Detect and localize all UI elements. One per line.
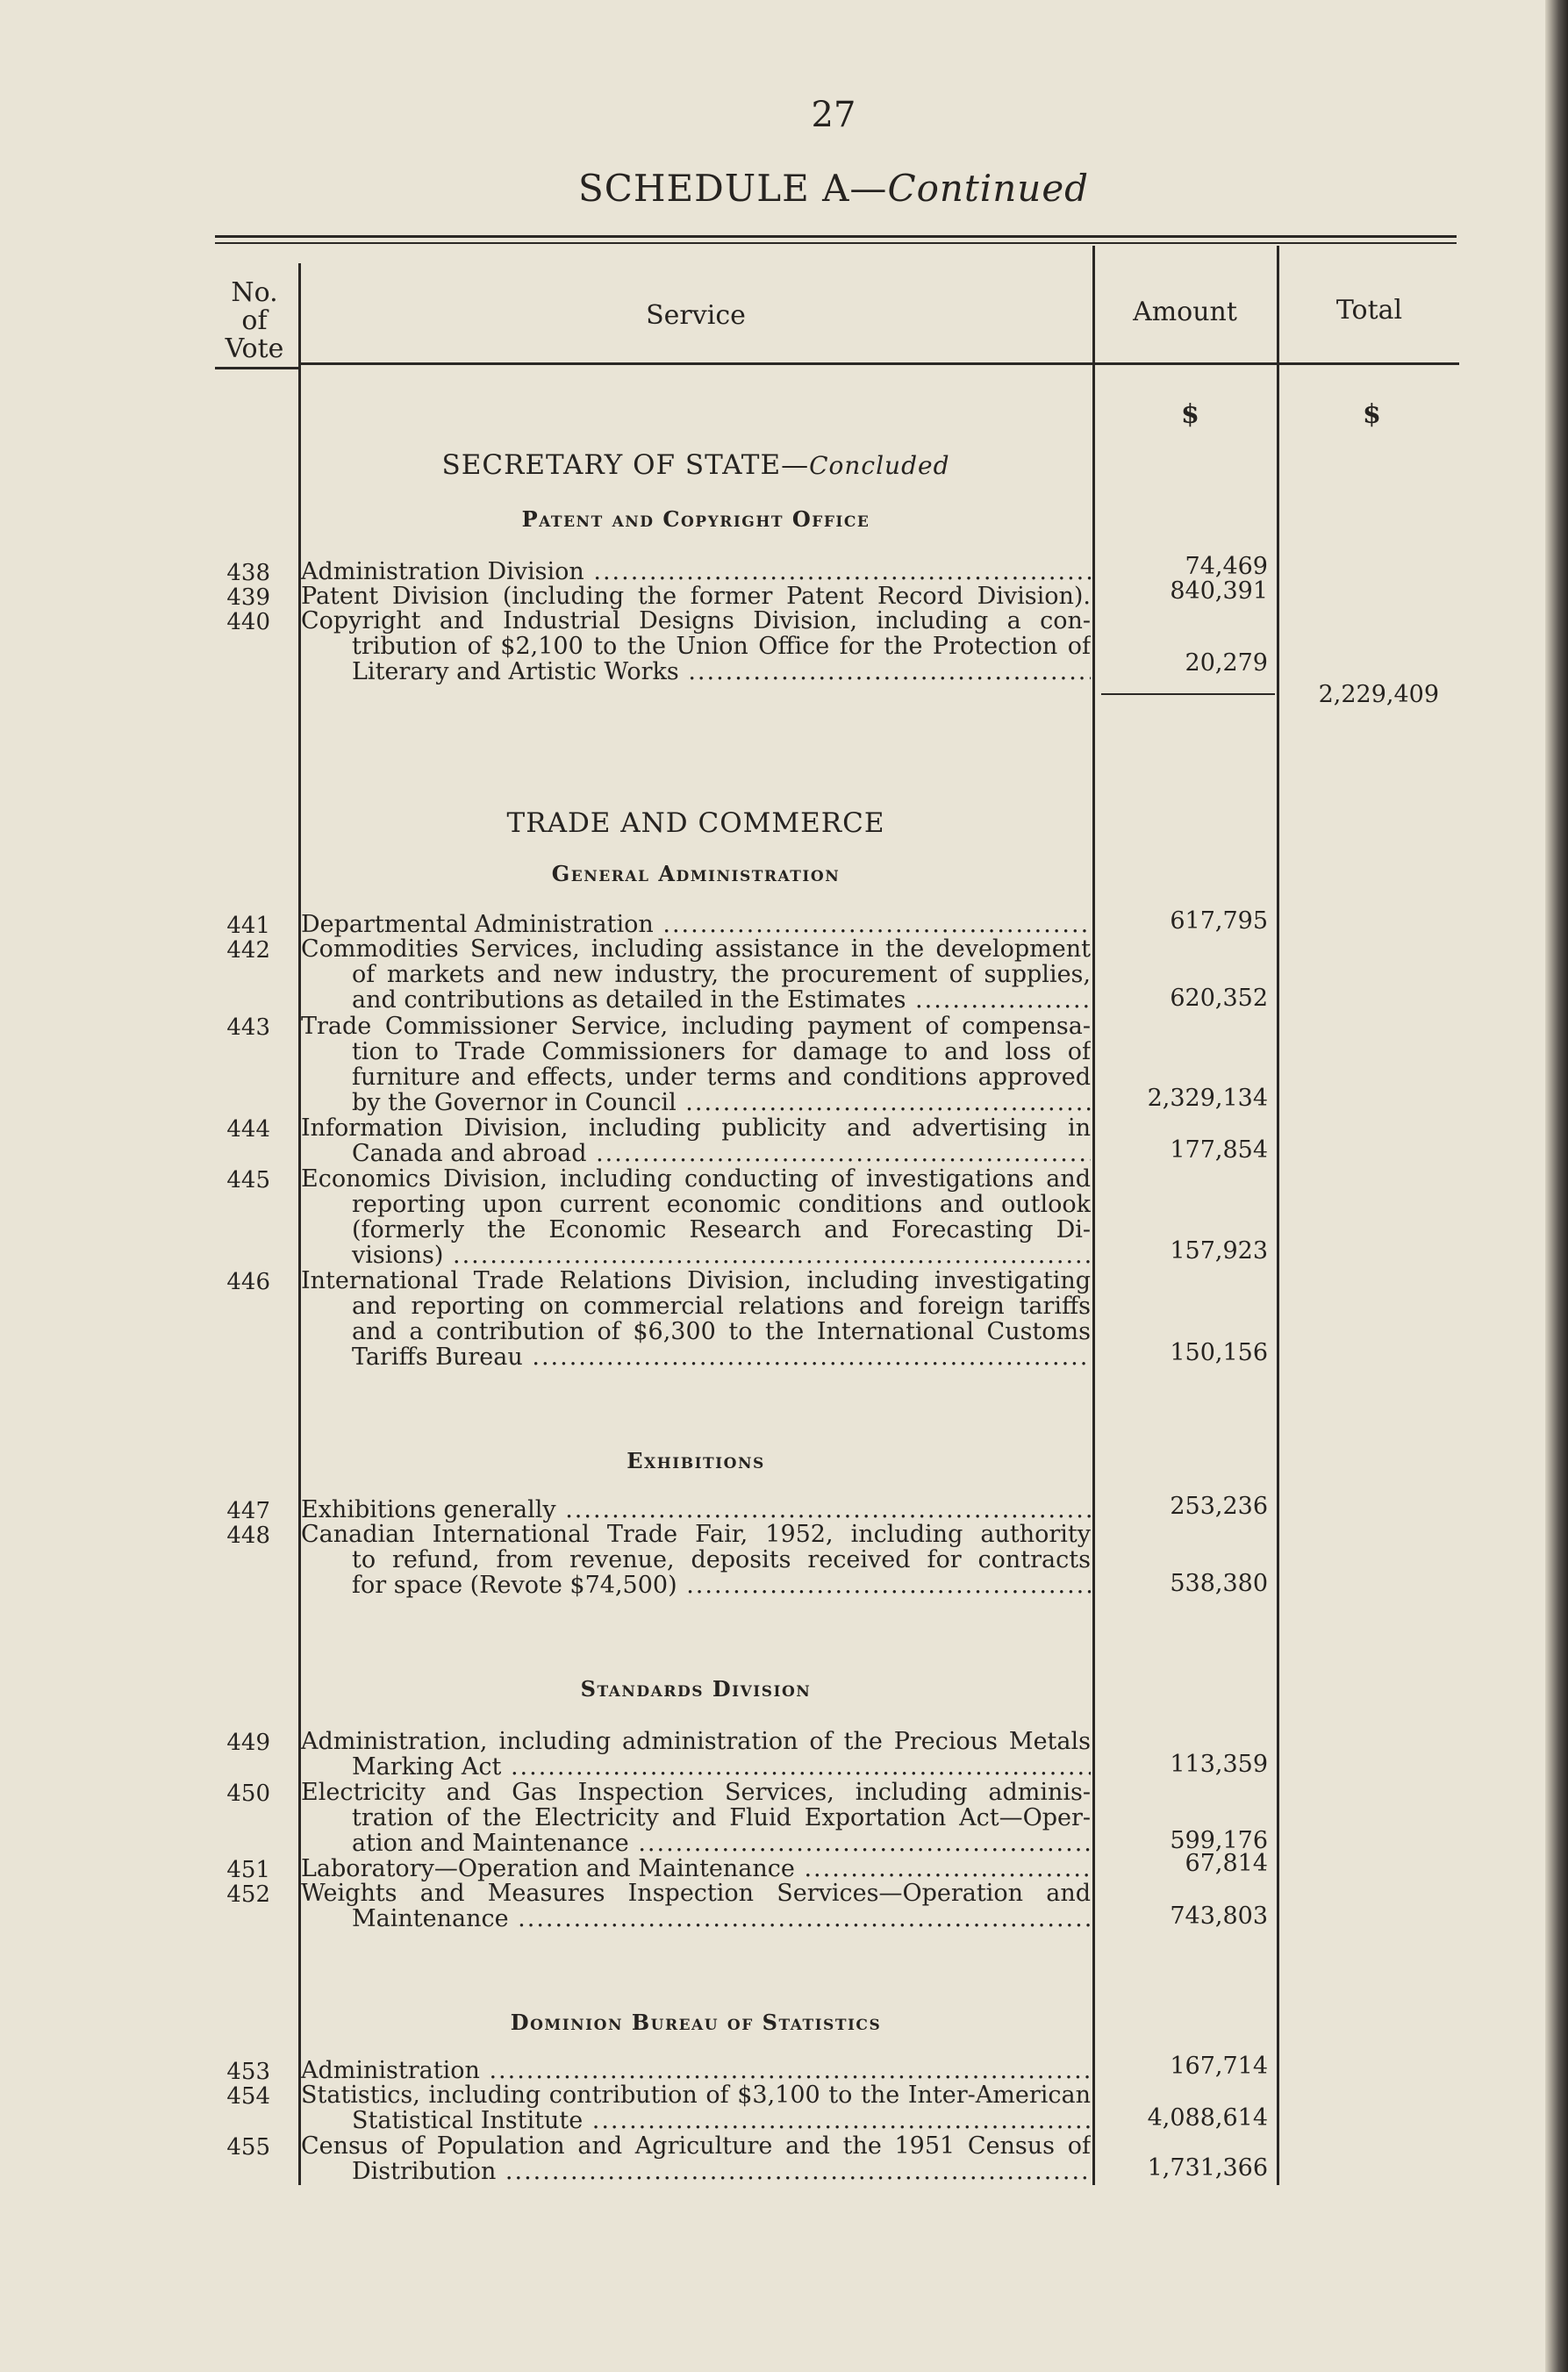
description-line: Weights and Measures Inspection Services—Operation and [301,1881,1091,1906]
description-line: Electricity and Gas Inspection Services, including adminis- [301,1780,1091,1805]
description-line: of markets and new industry, the procurement of supplies, [352,962,1091,987]
description-line: Distribution ..... [301,2159,1091,2184]
vote-description [301,559,1091,584]
header-rule-main [301,362,1459,365]
description-line: and reporting on commercial relations and foreign tariffs [352,1293,1091,1319]
vote-amount: 67,814 [1185,1850,1268,1877]
col-header-service: Service [646,300,746,331]
vote-amount: 743,803 [1170,1903,1268,1930]
vote-number: 441 [226,913,270,939]
vote-description [301,912,1091,937]
description-line: by the Governor in Council ..... [301,1090,1091,1115]
vote-number: 439 [226,584,270,611]
col-header-no-2: of [241,305,268,336]
col-header-amount: Amount [1133,297,1237,327]
description-line: Departmental Administration ..... [301,912,1091,937]
description-line: to refund, from revenue, deposits received for contracts [352,1547,1091,1573]
vote-amount: 2,329,134 [1147,1085,1268,1112]
vote-amount: 253,236 [1170,1493,1268,1520]
description-line: (formerly the Economic Research and Forecasting Di- [352,1217,1091,1243]
vote-amount: 4,088,614 [1147,2104,1268,2132]
description-line: Administration, including administration of the Precious Metals [301,1729,1091,1754]
schedule-title-main: SCHEDULE A— [577,167,888,210]
description-line: and a contribution of $6,300 to the International Customs [352,1319,1091,1344]
vote-description [301,1522,1091,1598]
page-edge-shadow [1545,0,1568,2372]
description-line: Canada and abroad ..... [301,1141,1091,1166]
top-rule-1 [215,235,1457,238]
vote-number: 452 [226,1881,270,1908]
subheading-bureau-of-statistics: Dominion Bureau of Statistics [510,2010,882,2035]
vote-description [301,1497,1091,1523]
section-heading-secretary [301,449,1091,481]
vote-description [301,1268,1091,1370]
description-line: Census of Population and Agriculture and the 1951 Census of [301,2133,1091,2159]
col-rule-amount [1277,246,1279,2185]
col-header-no-1: No. [231,277,278,308]
vote-description [301,2082,1091,2133]
description-line: visions) ..... [301,1243,1091,1268]
vote-description [301,1115,1091,1166]
description-line: and contributions as detailed in the Estimates ..... [301,987,1091,1013]
top-rule-2 [215,242,1457,244]
vote-amount: 620,352 [1170,985,1268,1012]
description-line: reporting upon current economic conditions and outlook [352,1192,1091,1217]
vote-amount: 1,731,366 [1147,2154,1268,2182]
description-line: Canadian International Trade Fair, 1952, including authority [301,1522,1091,1547]
vote-number: 444 [226,1116,270,1143]
vote-number: 449 [226,1730,270,1756]
vote-number: 450 [226,1781,270,1807]
col-header-total: Total [1335,295,1403,326]
vote-number: 448 [226,1523,270,1549]
vote-description [301,1881,1091,1931]
vote-amount: 538,380 [1170,1570,1268,1597]
vote-amount: 150,156 [1170,1339,1268,1366]
description-line: tribution of $2,100 to the Union Office for the Protection of [352,634,1091,659]
vote-number: 447 [226,1498,270,1524]
subheading-general-administration: General Administration [551,861,841,886]
description-line: ation and Maintenance ..... [301,1831,1091,1856]
description-line: Marking Act ..... [301,1754,1091,1780]
description-line: Tariffs Bureau ..... [301,1344,1091,1370]
description-line: tion to Trade Commissioners for damage to and loss of [352,1039,1091,1064]
vote-description [301,2133,1091,2184]
vote-amount: 20,279 [1185,649,1268,677]
description-line: Trade Commissioner Service, including payment of compensa- [301,1014,1091,1039]
section-heading-secretary-main: SECRETARY OF STATE— [441,449,810,481]
vote-number: 443 [226,1014,270,1041]
vote-amount: 113,359 [1170,1751,1268,1778]
description-line: Administration Division ..... [301,559,1091,584]
vote-number: 438 [226,560,270,586]
vote-amount: 74,469 [1185,553,1268,580]
vote-description [301,1014,1091,1115]
vote-number: 454 [226,2083,270,2110]
vote-amount: 840,391 [1170,577,1268,605]
vote-description [301,2058,1091,2083]
amount-currency: $ [1181,399,1199,430]
vote-description [301,1780,1091,1856]
description-line: Patent Division (including the former Patent Record Division). [301,584,1091,609]
col-header-no [211,279,298,363]
vote-description [301,584,1091,609]
description-line: Commodities Services, including assistance in the development [301,936,1091,962]
vote-amount: 157,923 [1170,1237,1268,1265]
vote-number: 445 [226,1167,270,1193]
vote-number: 451 [226,1857,270,1883]
schedule-title-continued: Continued [887,167,1090,210]
description-line: for space (Revote $74,500) ..... [301,1573,1091,1598]
description-line: Statistical Institute ..... [301,2108,1091,2133]
description-line: tration of the Electricity and Fluid Exportation Act—Oper- [352,1805,1091,1831]
description-line: Maintenance ..... [301,1906,1091,1931]
vote-amount: 599,176 [1170,1827,1268,1854]
vote-amount: 167,714 [1170,2053,1268,2080]
col-header-no-3: Vote [225,333,284,364]
subheading-standards-division: Standards Division [580,1676,812,1702]
total-currency: $ [1363,399,1381,430]
header-rule-no [215,367,298,369]
vote-number: 446 [226,1269,270,1295]
vote-description [301,1856,1091,1881]
description-line: Laboratory—Operation and Maintenance ..... [301,1856,1091,1881]
vote-number: 455 [226,2134,270,2161]
section-heading-secretary-concluded: Concluded [809,451,950,480]
vote-amount: 177,854 [1170,1136,1268,1164]
col-rule-service [1092,246,1095,2185]
page-number: 27 [811,95,856,135]
vote-number: 442 [226,937,270,964]
schedule-title [0,167,1568,210]
vote-number: 440 [226,609,270,635]
subtotal-rule [1101,693,1275,695]
description-line: Statistics, including contribution of $3,100 to the Inter-American [301,2082,1091,2108]
section-heading-trade: TRADE AND COMMERCE [506,807,885,839]
subheading-exhibitions: Exhibitions [626,1448,765,1473]
vote-description [301,608,1091,684]
description-line: Economics Division, including conducting of investigations and [301,1166,1091,1192]
vote-description [301,1166,1091,1268]
description-line: furniture and effects, under terms and conditions approved [352,1064,1091,1090]
vote-description [301,936,1091,1013]
section-total-secretary: 2,229,409 [1318,681,1439,708]
vote-description [301,1729,1091,1780]
description-line: Information Division, including publicity and advertising in [301,1115,1091,1141]
description-line: Literary and Artistic Works ..... [301,659,1091,684]
subheading-patent-copyright: Patent and Copyright Office [521,506,870,532]
description-line: Exhibitions generally ..... [301,1497,1091,1523]
description-line: Copyright and Industrial Designs Division, including a con- [301,608,1091,634]
vote-number: 453 [226,2059,270,2085]
vote-amount: 617,795 [1170,907,1268,935]
description-line: Administration ..... [301,2058,1091,2083]
description-line: International Trade Relations Division, including investigating [301,1268,1091,1293]
